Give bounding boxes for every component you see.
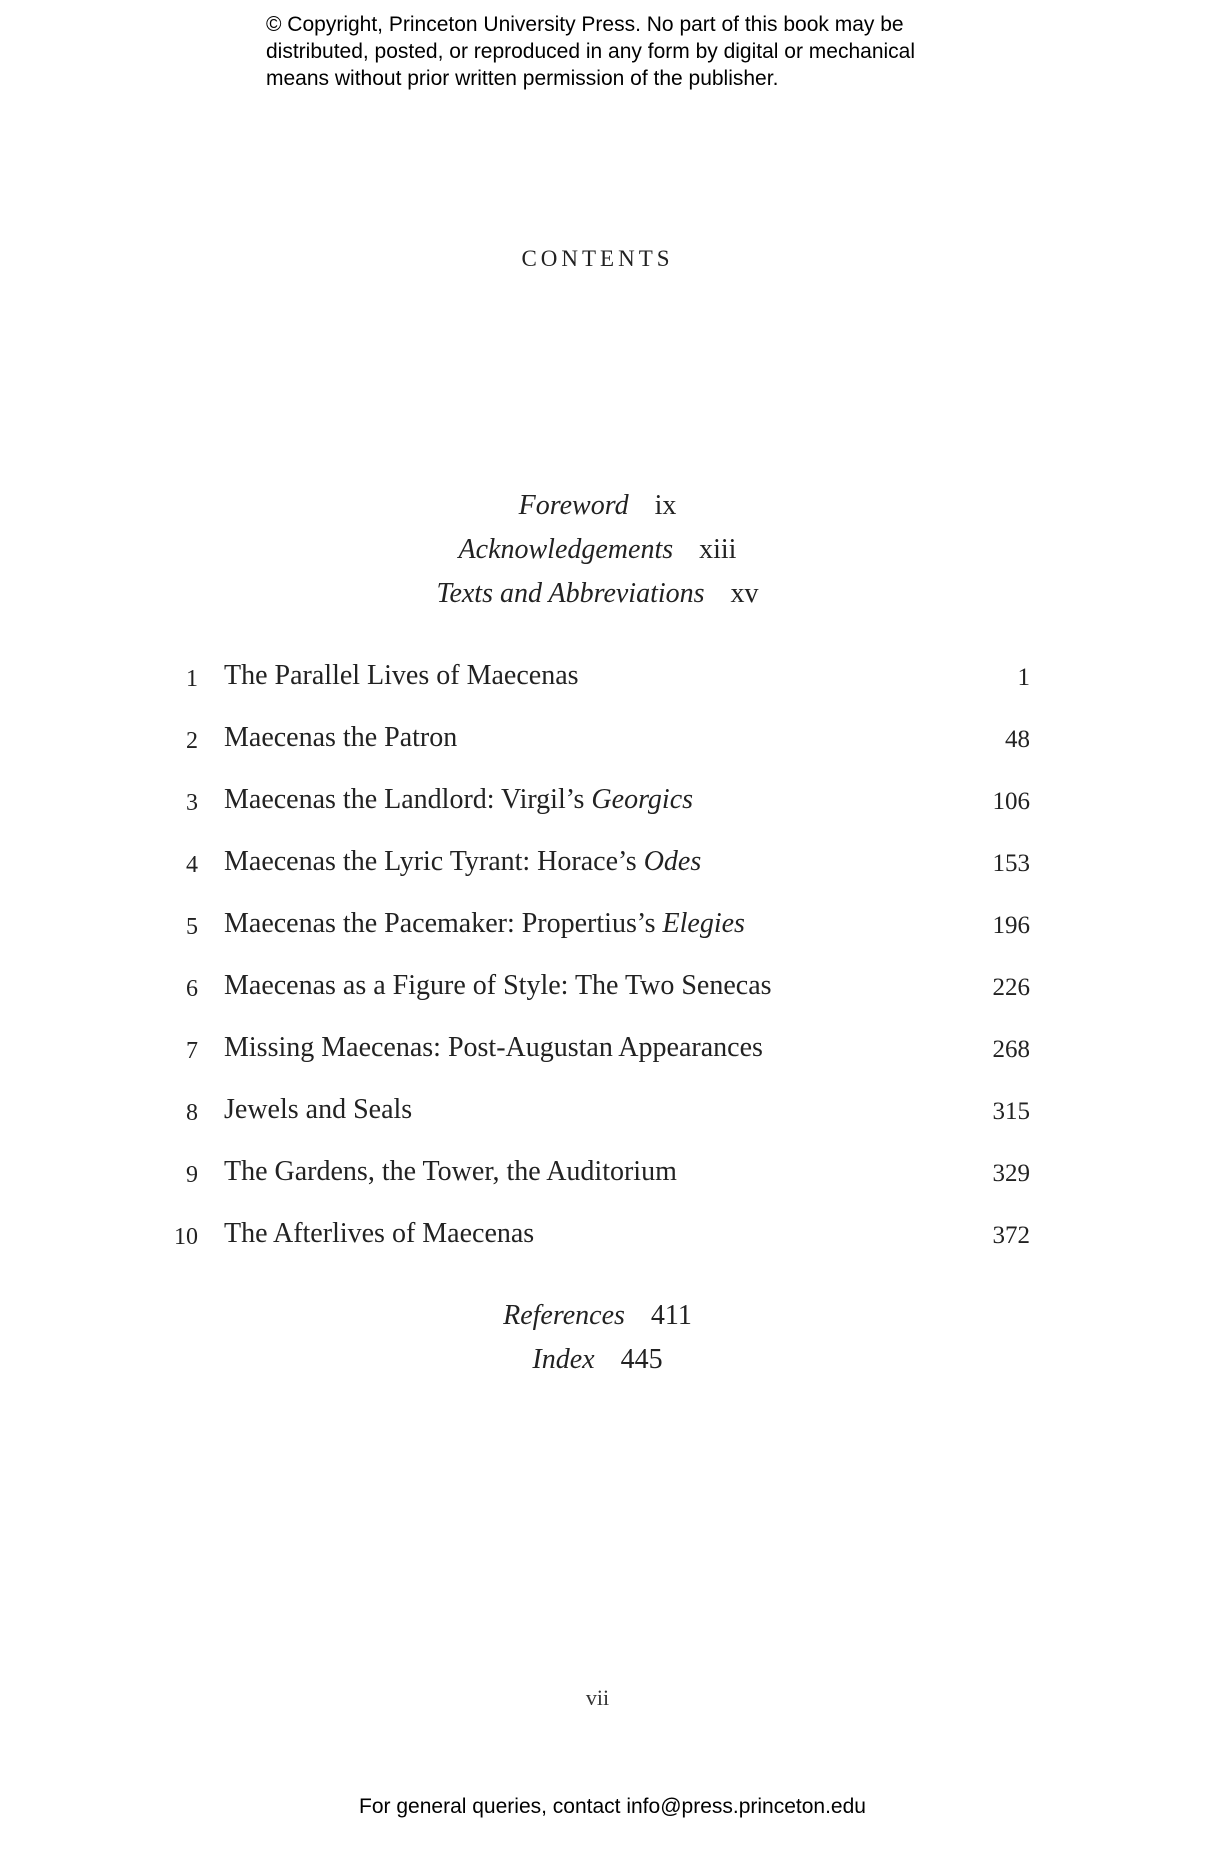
page-number: vii (585, 1685, 610, 1710)
chapter-page: 196 (992, 912, 1030, 939)
chapter-number: 9 (186, 1162, 198, 1188)
toc-entry-page: 445 (620, 1344, 663, 1375)
chapter-number: 5 (186, 914, 198, 940)
chapter-title: Missing Maecenas: Post-Augustan Appearances (224, 1032, 763, 1063)
chapter-number: 10 (174, 1224, 198, 1250)
toc-front-entry (0, 534, 1195, 566)
chapter-title: Jewels and Seals (224, 1094, 413, 1125)
copyright-line: means without prior written permission of the publisher. (266, 67, 779, 90)
toc-chapter-entry (0, 1094, 1225, 1134)
toc-entry-title: Foreword (518, 490, 629, 521)
chapter-title: The Parallel Lives of Maecenas (224, 660, 579, 691)
chapter-page: 48 (1005, 726, 1030, 753)
toc-entry-title: Index (532, 1344, 595, 1375)
chapter-page: 315 (992, 1098, 1030, 1125)
chapter-title: Maecenas the Patron (224, 722, 458, 753)
toc-chapter-entry (0, 722, 1225, 762)
toc-back-entry (0, 1344, 1195, 1376)
chapter-title: Maecenas the Landlord: Virgil’s Georgics (224, 784, 694, 815)
chapter-title: Maecenas the Lyric Tyrant: Horace’s Odes (224, 846, 702, 877)
toc-chapter-entry (0, 908, 1225, 948)
toc-entry-page: xv (730, 578, 759, 609)
toc-entry-title: Acknowledgements (458, 534, 674, 565)
chapter-number: 3 (186, 790, 198, 816)
chapter-page: 329 (992, 1160, 1030, 1187)
chapter-page: 372 (992, 1222, 1030, 1249)
toc-chapter-entry (0, 1156, 1225, 1196)
toc-entry-page: 411 (650, 1300, 692, 1331)
copyright-line: © Copyright, Princeton University Press. No part of this book may be (266, 13, 904, 36)
toc-entry-page: xiii (699, 534, 737, 565)
toc-chapter-entry (0, 846, 1225, 886)
chapter-title: Maecenas the Pacemaker: Propertius’s Elegies (224, 908, 745, 939)
chapter-title: The Afterlives of Maecenas (224, 1218, 535, 1249)
chapter-page: 1 (1017, 664, 1030, 691)
chapter-title: Maecenas as a Figure of Style: The Two Senecas (224, 970, 772, 1001)
toc-chapter-entry (0, 660, 1225, 700)
footer-contact: For general queries, contact info@press.princeton.edu (359, 1795, 866, 1818)
chapter-title: The Gardens, the Tower, the Auditorium (224, 1156, 677, 1187)
chapter-number: 6 (186, 976, 198, 1002)
contents-heading: CONTENTS (521, 246, 674, 271)
chapter-page: 268 (992, 1036, 1030, 1063)
chapter-page: 106 (992, 788, 1030, 815)
chapter-number: 4 (186, 852, 198, 878)
chapter-number: 7 (186, 1038, 198, 1064)
copyright-line: distributed, posted, or reproduced in any form by digital or mechanical (266, 40, 916, 63)
toc-chapter-entry (0, 1032, 1225, 1072)
copyright-notice (266, 11, 1026, 92)
chapter-number: 2 (186, 728, 198, 754)
chapter-page: 153 (992, 850, 1030, 877)
toc-entry-title: References (503, 1300, 625, 1331)
toc-back-entry (0, 1300, 1195, 1332)
chapter-number: 8 (186, 1100, 198, 1126)
toc-entry-title: Texts and Abbreviations (436, 578, 705, 609)
toc-front-entry (0, 578, 1195, 610)
toc-entry-page: ix (654, 490, 677, 521)
chapter-number: 1 (186, 666, 198, 692)
chapter-page: 226 (992, 974, 1030, 1001)
toc-chapter-entry (0, 1218, 1225, 1258)
toc-chapter-entry (0, 970, 1225, 1010)
toc-front-entry (0, 490, 1195, 522)
toc-chapter-entry (0, 784, 1225, 824)
